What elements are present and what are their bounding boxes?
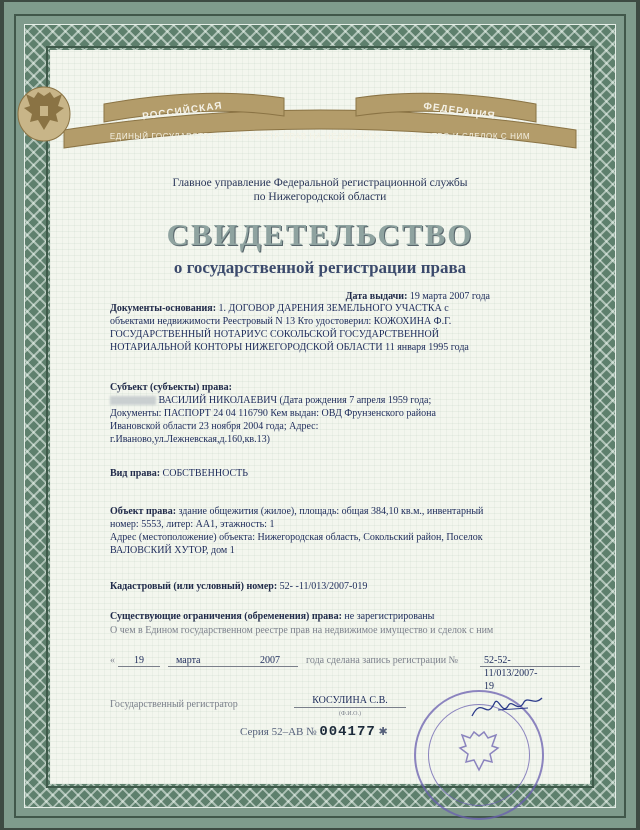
seal-eagle-icon: [456, 728, 502, 778]
right-object-line-4: ВАЛОВСКИЙ ХУТОР, дом 1: [110, 545, 235, 556]
basis-documents-line-3: ГОСУДАРСТВЕННЫЙ НОТАРИУС СОКОЛЬСКОЙ ГОСУДАРСТВЕННОЙ: [110, 329, 439, 340]
basis-documents-line-2: объектами недвижимости Реестровый N 13 Кто удостоверил: КОЖОХИНА Ф.Г.: [110, 316, 452, 327]
certificate-subtitle: о государственной регистрации права: [173, 258, 467, 277]
right-type-label: Вид права:: [110, 468, 161, 479]
agency-line-2: по Нижегородской области: [253, 191, 387, 203]
cadastral-number: [110, 580, 530, 593]
ribbon-text-bottom: ЕДИНЫЙ ГОСУДАРСТВЕННЫЙ РЕЕСТР ПРАВ НА НЕДВИЖИМОЕ ИМУЩЕСТВО И СДЕЛОК С НИМ: [109, 132, 531, 141]
right-object-line-2: номер: 5553, литер: АА1, этажность: 1: [110, 519, 275, 530]
basis-documents-line-1: 1. ДОГОВОР ДАРЕНИЯ ЗЕМЕЛЬНОГО УЧАСТКА с: [216, 303, 449, 314]
double-headed-eagle-icon: [16, 82, 72, 142]
basis-documents-line-4: НОТАРИАЛЬНОЙ КОНТОРЫ НИЖЕГОРОДСКОЙ ОБЛАСТИ 11 января 1995 года: [110, 342, 469, 353]
ribbon-banner: [44, 82, 596, 160]
star-mark: ✱: [378, 726, 388, 738]
right-type-value: СОБСТВЕННОСТЬ: [160, 468, 248, 479]
ribbon-text-right: ФЕДЕРАЦИЯ: [422, 100, 497, 123]
series-label: Серия: [240, 726, 269, 738]
right-type: [110, 467, 530, 480]
record-text: года сделана запись регистрации №: [306, 655, 459, 666]
registration-record-row: [110, 654, 544, 692]
rights-subject-label: Субъект (субъекты) права:: [110, 382, 232, 393]
record-day: 19: [134, 655, 144, 666]
agency-line-1: Главное управление Федеральной регистрационной службы: [172, 177, 468, 189]
agency-name: [56, 176, 584, 204]
cadastral-number-value: 52- -11/013/2007-019: [277, 581, 368, 592]
rights-subject-line-4: г.Иваново,ул.Лежневская,д.160,кв.13): [110, 434, 270, 445]
registry-statement: О чем в Едином государственном реестре прав на недвижимое имущество и сделок с ним: [110, 625, 494, 636]
form-series: [240, 726, 440, 739]
ribbon-shape: [44, 82, 596, 160]
issue-date-value: 19 марта 2007 года: [409, 291, 490, 302]
registrar-name-caption: (Ф.И.О.): [339, 711, 361, 717]
encumbrances-label: Существующие ограничения (обременения) права:: [110, 611, 342, 622]
series-number: 004177: [319, 724, 376, 740]
encumbrances-value: не зарегистрированы: [341, 611, 435, 622]
registrar-signature: [468, 686, 548, 726]
certificate-title: СВИДЕТЕЛЬСТВО: [166, 217, 474, 252]
basis-documents: [110, 302, 530, 354]
record-month: марта: [176, 655, 201, 666]
series-number-sign: №: [306, 726, 317, 738]
ribbon-text-left: РОССИЙСКАЯ: [141, 100, 224, 123]
record-year: 2007: [260, 655, 280, 666]
right-object: [110, 505, 530, 557]
rights-subject-line-3: Ивановской области 23 ноября 2004 года; Адрес:: [110, 421, 319, 432]
rights-subject-name: ВАСИЛИЙ НИКОЛАЕВИЧ (Дата рождения 7 апреля 1959 года;: [156, 395, 432, 406]
date-quote: «: [110, 655, 115, 666]
series-code: 52–АВ: [271, 726, 304, 738]
redacted-surname: [110, 396, 156, 405]
registrar-name: КОСУЛИНА С.В.: [294, 694, 406, 708]
cadastral-number-label: Кадастровый (или условный) номер:: [110, 581, 278, 592]
basis-documents-label: Документы-основания:: [110, 303, 217, 314]
registrar-label: Государственный регистратор: [110, 699, 238, 710]
record-number: 52-52-11/013/2007-19: [484, 655, 538, 692]
rights-subject: [110, 381, 530, 446]
encumbrances: [110, 610, 530, 623]
rights-subject-line-2: Документы: ПАСПОРТ 24 04 116790 Кем выдан: ОВД Фрунзенского района: [110, 408, 436, 419]
right-object-line-3: Адрес (местоположение) объекта: Нижегородская область, Сокольский район, Поселок: [110, 532, 483, 543]
issue-date-label: Дата выдачи:: [345, 291, 408, 302]
right-object-line-1: здание общежития (жилое), площадь: общая 384,10 кв.м., инвентарный: [176, 506, 484, 517]
right-object-label: Объект права:: [110, 506, 177, 517]
